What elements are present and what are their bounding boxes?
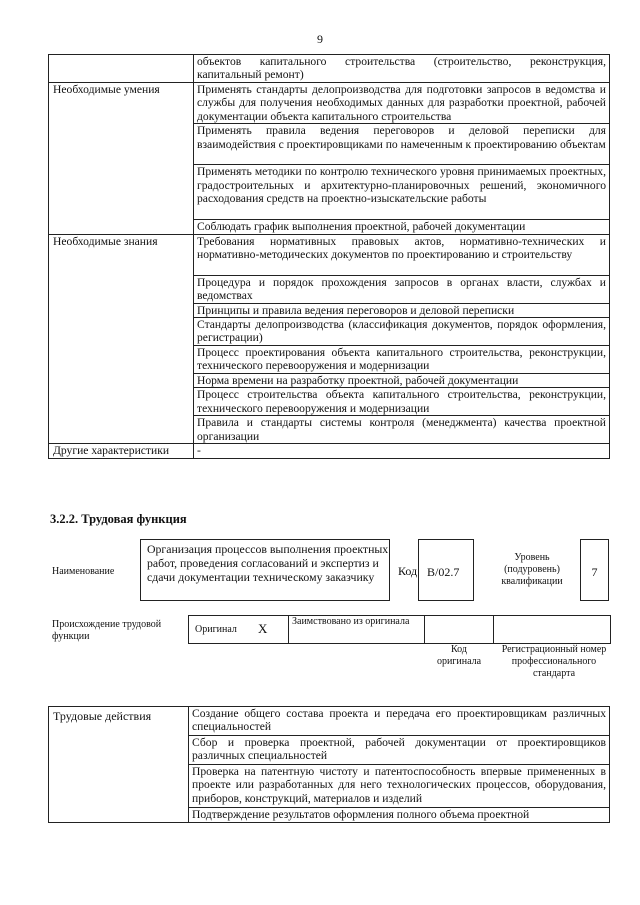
table-cell: Проверка на патентную чистоту и патентоспособность впервые примененных в проекте или разработанных для него технологических процессов, оборудования, приборов, конструкций, материалов и изделий xyxy=(189,765,610,808)
table-cell: Правила и стандарты системы контроля (менеджмента) качества проектной организации xyxy=(194,416,610,444)
table-cell: Процедура и порядок прохождения запросов в органах власти, службах и ведомствах xyxy=(194,275,610,303)
table-cell: - xyxy=(194,444,610,458)
divider xyxy=(424,615,425,643)
name-label: Наименование xyxy=(52,566,115,577)
borrowed-label: Заимствовано из оригинала xyxy=(292,616,410,627)
table-cell: Процесс строительства объекта капитального строительства, реконструкции, технического перевооружения и модернизации xyxy=(194,388,610,416)
table-cell: Сбор и проверка проектной, рабочей документации от проектировщиков различных специальностей xyxy=(189,736,610,765)
table-cell: Применять правила ведения переговоров и деловой переписки для взаимодействия с проектировщиками по намеченным к проектированию объектам xyxy=(194,124,610,165)
table-cell: Требования нормативных правовых актов, нормативно-технических и нормативно-методических документов по проектированию и строительству xyxy=(194,234,610,275)
table-row xyxy=(49,234,610,275)
table-cell: Стандарты делопроизводства (классификация документов, порядок оформления, регистрации) xyxy=(194,318,610,346)
row-label-skills: Необходимые умения xyxy=(49,83,194,235)
table-cell: Процесс проектирования объекта капитального строительства, реконструкции, технического перевооружения и модернизации xyxy=(194,346,610,374)
reg-number-label: Регистрационный номер профессионального стандарта xyxy=(501,644,607,679)
table-cell: Соблюдать график выполнения проектной, рабочей документации xyxy=(194,220,610,234)
section-title: 3.2.2. Трудовая функция xyxy=(50,512,187,526)
function-name: Организация процессов выполнения проектных работ, проведения согласований и экспертиз и сдачи документации техническому заказчику xyxy=(140,539,390,601)
page-number: 9 xyxy=(317,32,323,46)
original-label: Оригинал xyxy=(195,624,237,635)
table-cell: Норма времени на разработку проектной, рабочей документации xyxy=(194,374,610,388)
table-cell: Применять методики по контролю технического уровня принимаемых проектных, градостроительных и архитектурно-планировочных решений, экономичного расходования средств на проектно-изыскательские работы xyxy=(194,165,610,220)
table-cell: Создание общего состава проекта и передача его проектировщикам различных специальностей xyxy=(189,707,610,736)
labor-actions-table xyxy=(48,706,610,823)
row-label-actions: Трудовые действия xyxy=(49,707,189,823)
table-cell: Применять стандарты делопроизводства для подготовки запросов в ведомства и службы для получения необходимых данных для разработки проектной, рабочей документации объекта капитального строительства xyxy=(194,83,610,124)
code-label: Код xyxy=(398,564,418,578)
table-row xyxy=(49,707,610,736)
table-cell: Принципы и правила ведения переговоров и деловой переписки xyxy=(194,303,610,317)
table-cell: Подтверждение результатов оформления полного объема проектной xyxy=(189,808,610,823)
table-row xyxy=(49,55,610,83)
row-label-other: Другие характеристики xyxy=(49,444,194,458)
row-label xyxy=(49,55,194,83)
origin-label: Происхождение трудовой функции xyxy=(52,619,162,642)
code-original-label: Код оригинала xyxy=(436,644,482,667)
requirements-table xyxy=(48,54,610,459)
table-row xyxy=(49,83,610,124)
divider xyxy=(493,615,494,643)
original-mark: X xyxy=(258,621,268,636)
divider xyxy=(288,615,289,643)
code-value: B/02.7 xyxy=(418,539,474,601)
table-cell: объектов капитального строительства (строительство, реконструкция, капитальный ремонт) xyxy=(194,55,610,83)
level-value: 7 xyxy=(580,539,609,601)
row-label-knowledge: Необходимые знания xyxy=(49,234,194,444)
table-row xyxy=(49,444,610,458)
level-label: Уровень (подуровень) квалификации xyxy=(501,552,563,587)
